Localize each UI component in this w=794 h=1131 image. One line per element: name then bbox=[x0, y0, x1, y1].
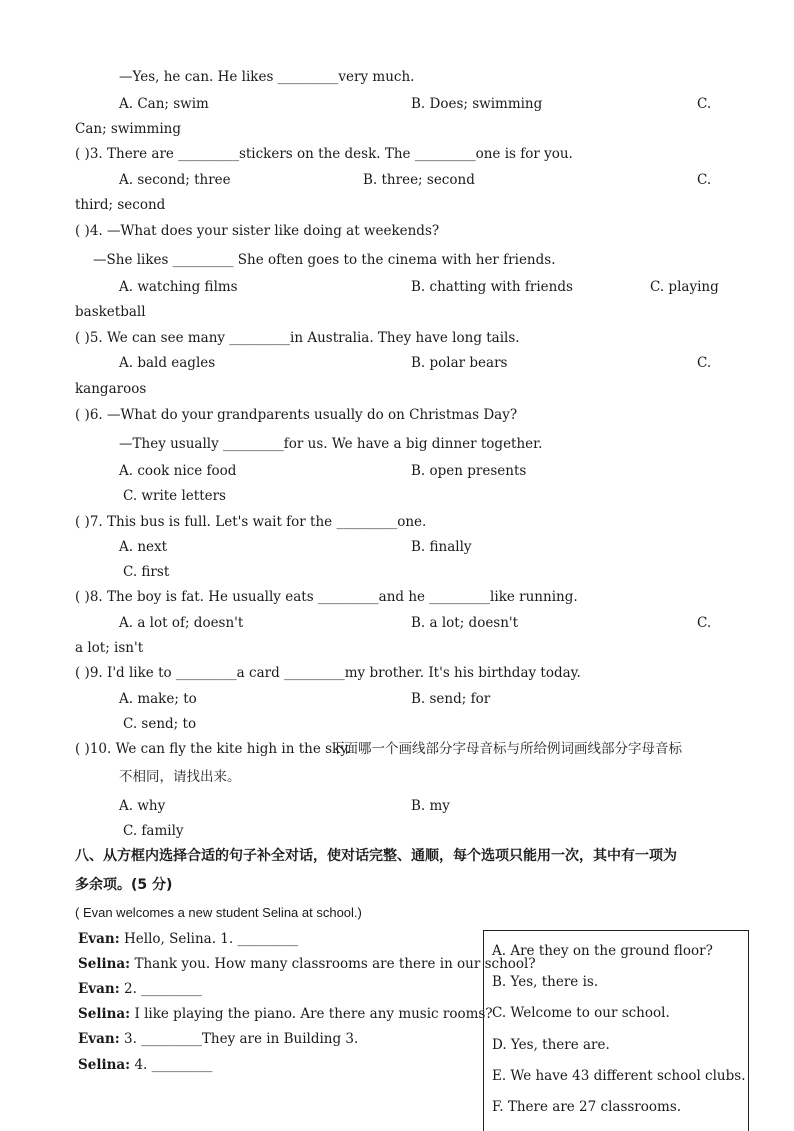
q6-option-c: C. write letters bbox=[123, 488, 226, 504]
q10-stem-cn2: 不相同，请找出来。 bbox=[119, 769, 241, 785]
dialogue-speaker: Evan: bbox=[78, 931, 120, 947]
dialogue-speaker: Evan: bbox=[78, 981, 120, 997]
dialogue-line-5 bbox=[78, 1030, 358, 1048]
q4-answer-line: —She likes _________ She often goes to the cinema with her friends. bbox=[93, 252, 556, 268]
dialogue-text: 4. _________ bbox=[134, 1057, 213, 1073]
q8-option-b: B. a lot; doesn't bbox=[411, 615, 519, 631]
dialogue-text: 2. _________ bbox=[123, 981, 202, 997]
q5-option-b: B. polar bears bbox=[411, 355, 508, 371]
q10-option-a: A. why bbox=[119, 798, 166, 814]
q10-stem-en: ( )10. We can fly the kite high in the sky. bbox=[75, 741, 351, 757]
section8-context: ( Evan welcomes a new student Selina at school.) bbox=[75, 905, 362, 920]
dialogue-speaker: Evan: bbox=[78, 1031, 120, 1047]
q5-option-c-label: C. bbox=[697, 355, 712, 371]
dialogue-text: I like playing the piano. Are there any music rooms? bbox=[134, 1006, 493, 1022]
dialogue-speaker: Selina: bbox=[78, 1057, 131, 1073]
q2-option-a: A. Can; swim bbox=[119, 96, 209, 112]
q5-option-a: A. bald eagles bbox=[119, 355, 216, 371]
q4-option-c-label: C. playing bbox=[650, 279, 719, 295]
q3-stem: ( )3. There are _________stickers on the desk. The _________one is for you. bbox=[75, 146, 573, 162]
q3-option-a: A. second; three bbox=[119, 172, 231, 188]
q3-option-c-text: third; second bbox=[75, 197, 166, 213]
q7-option-b: B. finally bbox=[411, 539, 472, 555]
q4-option-b: B. chatting with friends bbox=[411, 279, 573, 295]
option-c: C. Welcome to our school. bbox=[492, 1005, 670, 1021]
dialogue-text: 3. _________They are in Building 3. bbox=[123, 1031, 359, 1047]
q7-option-c: C. first bbox=[123, 564, 170, 580]
dialogue-line-2 bbox=[78, 955, 536, 973]
q4-stem: ( )4. —What does your sister like doing at weekends? bbox=[75, 223, 440, 239]
option-a: A. Are they on the ground floor? bbox=[492, 943, 713, 959]
q8-option-c-text: a lot; isn't bbox=[75, 640, 144, 656]
dialogue-speaker: Selina: bbox=[78, 956, 131, 972]
q2-option-c-text: Can; swimming bbox=[75, 121, 181, 137]
q9-option-c: C. send; to bbox=[123, 716, 197, 732]
q5-stem: ( )5. We can see many _________in Australia. They have long tails. bbox=[75, 330, 520, 346]
option-d: D. Yes, there are. bbox=[492, 1037, 610, 1053]
q10-option-b: B. my bbox=[411, 798, 450, 814]
dialogue-line-6 bbox=[78, 1056, 212, 1074]
dialogue-speaker: Selina: bbox=[78, 1006, 131, 1022]
q7-stem: ( )7. This bus is full. Let's wait for the _________one. bbox=[75, 514, 427, 530]
option-f: F. There are 27 classrooms. bbox=[492, 1099, 682, 1115]
q2-option-b: B. Does; swimming bbox=[411, 96, 543, 112]
q5-option-c-text: kangaroos bbox=[75, 381, 147, 397]
dialogue-line-3 bbox=[78, 980, 202, 998]
q2-answer-line: —Yes, he can. He likes _________very much. bbox=[119, 69, 415, 85]
section8-title-line1: 八、从方框内选择合适的句子补全对话，使对话完整、通顺，每个选项只能用一次，其中有一项为 bbox=[75, 848, 677, 864]
q4-option-c-text: basketball bbox=[75, 304, 146, 320]
option-e: E. We have 43 different school clubs. bbox=[492, 1068, 746, 1084]
q10-option-c: C. family bbox=[123, 823, 184, 839]
option-b: B. Yes, there is. bbox=[492, 974, 599, 990]
q9-option-a: A. make; to bbox=[119, 691, 197, 707]
q6-option-a: A. cook nice food bbox=[119, 463, 237, 479]
section8-title-line2: 多余项。(5 分) bbox=[75, 877, 173, 893]
q8-option-a: A. a lot of; doesn't bbox=[119, 615, 244, 631]
q3-option-b: B. three; second bbox=[363, 172, 475, 188]
q6-option-b: B. open presents bbox=[411, 463, 527, 479]
q4-option-a: A. watching films bbox=[119, 279, 238, 295]
dialogue-line-4 bbox=[78, 1005, 493, 1023]
dialogue-line-1 bbox=[78, 930, 298, 948]
q3-option-c-label: C. bbox=[697, 172, 712, 188]
q6-stem: ( )6. —What do your grandparents usually do on Christmas Day? bbox=[75, 407, 518, 423]
dialogue-text: Hello, Selina. 1. _________ bbox=[123, 931, 299, 947]
dialogue-text: Thank you. How many classrooms are there in our school? bbox=[134, 956, 536, 972]
q10-stem-cn: 下面哪一个画线部分字母音标与所给例词画线部分字母音标 bbox=[331, 741, 682, 757]
q6-answer-line: —They usually _________for us. We have a big dinner together. bbox=[119, 436, 543, 452]
q2-option-c-label: C. bbox=[697, 96, 712, 112]
q9-stem: ( )9. I'd like to _________a card _________my brother. It's his birthday today. bbox=[75, 665, 581, 681]
q8-stem: ( )8. The boy is fat. He usually eats _________and he _________like running. bbox=[75, 589, 578, 605]
q7-option-a: A. next bbox=[119, 539, 168, 555]
q8-option-c-label: C. bbox=[697, 615, 712, 631]
q9-option-b: B. send; for bbox=[411, 691, 491, 707]
